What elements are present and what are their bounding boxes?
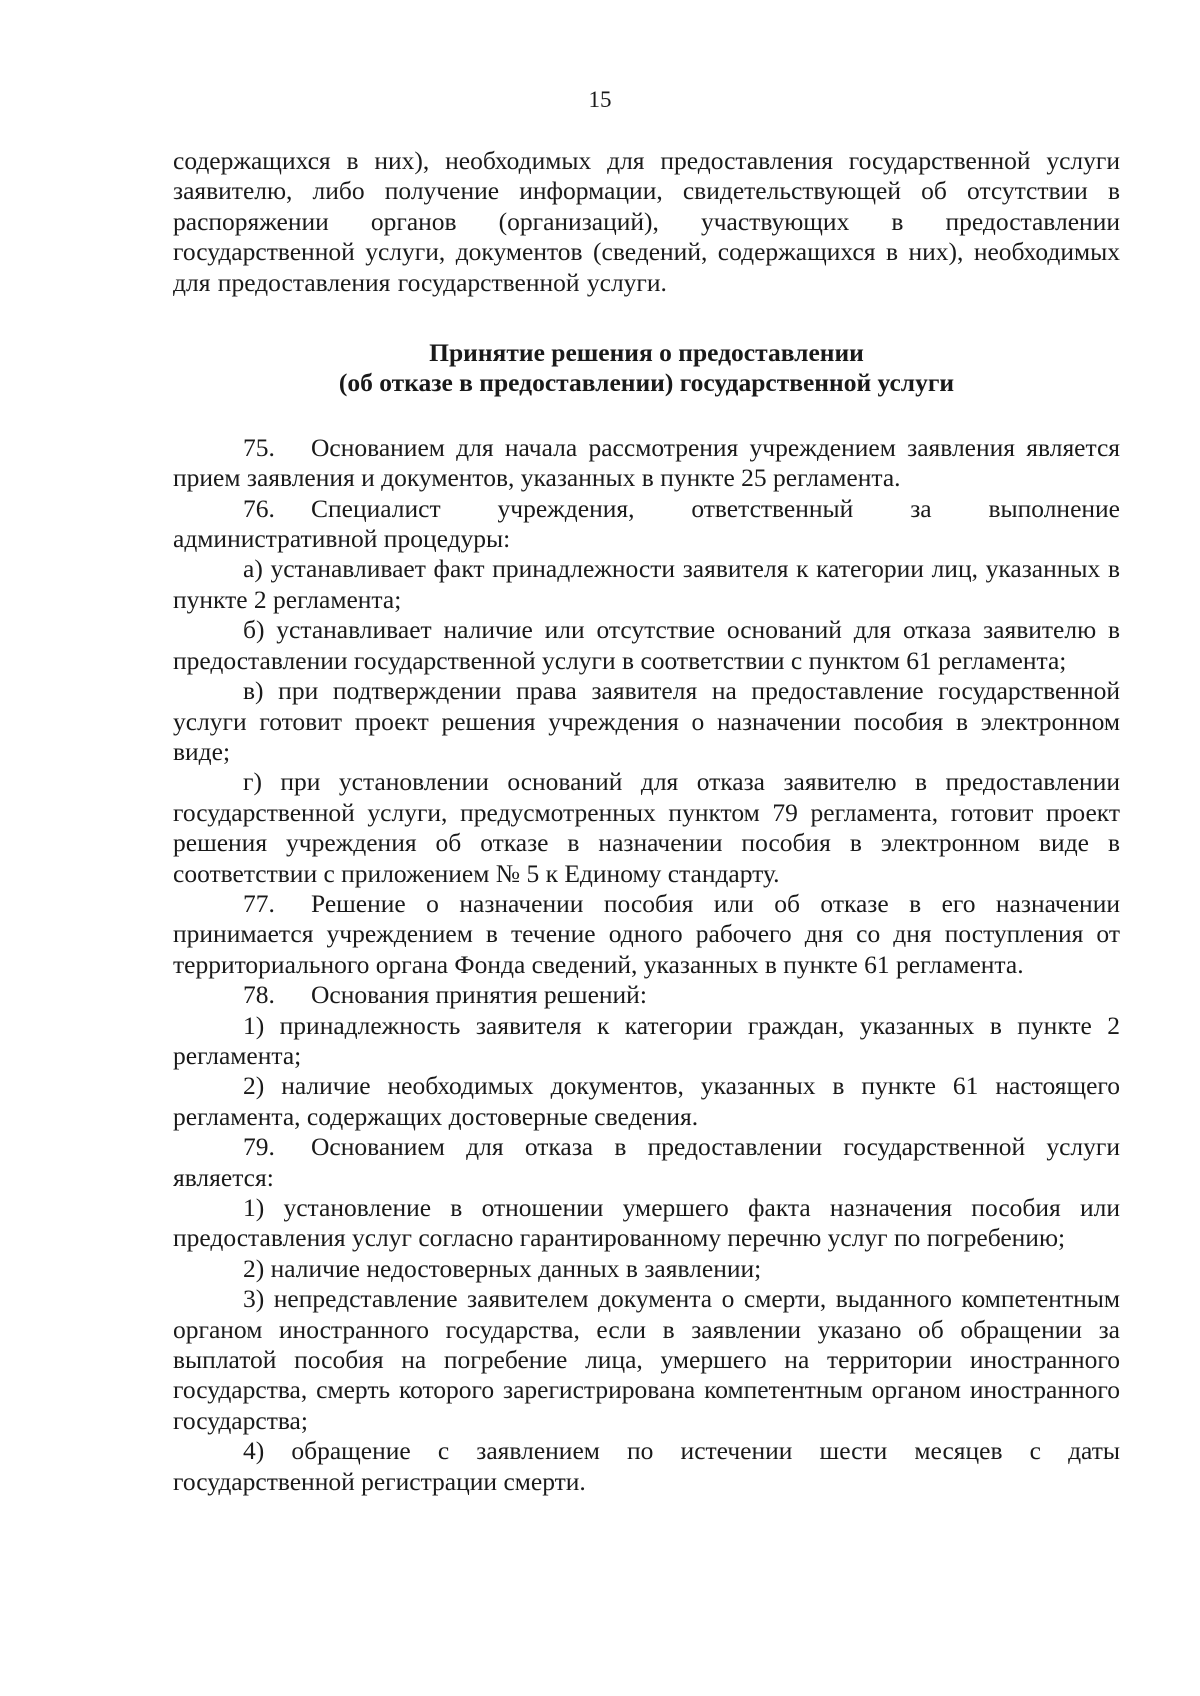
document-paragraph (173, 1132, 1120, 1193)
section-heading (173, 338, 1120, 399)
document-paragraph (173, 554, 1120, 615)
document-paragraph (173, 1193, 1120, 1254)
paragraph-text: Основания принятия решений: (311, 980, 647, 1010)
paragraph-text: 2) наличие необходимых документов, указанных в пункте 61 настоящего регламента, содержащих достоверные сведения. (173, 1071, 1120, 1131)
document-paragraph (173, 889, 1120, 980)
paragraph-number: 76. (243, 493, 275, 523)
paragraph-text: 4) обращение с заявлением по истечении шести месяцев с даты государственной регистрации смерти. (173, 1436, 1120, 1496)
paragraph-text: г) при установлении оснований для отказа заявителю в предоставлении государственной услуги, предусмотренных пунктом 79 регламента, готовит проект решения учреждения об отказе в назначении пособия в электронном виде в соответствии с приложением № 5 к Единому стандарту. (173, 767, 1120, 888)
document-paragraph (173, 767, 1120, 889)
document-paragraph (173, 1071, 1120, 1132)
paragraph-text: 1) принадлежность заявителя к категории граждан, указанных в пункте 2 регламента; (173, 1010, 1120, 1070)
document-paragraph (173, 1011, 1120, 1072)
paragraph-number: 79. (243, 1132, 275, 1162)
paragraph-number: 78. (243, 980, 275, 1010)
document-paragraph (173, 494, 1120, 555)
paragraph-text: а) устанавливает факт принадлежности заявителя к категории лиц, указанных в пункте 2 регламента; (173, 554, 1120, 614)
section-heading-line-1: Принятие решения о предоставлении (429, 338, 864, 368)
section-heading-line-2: (об отказе в предоставлении) государственной услуги (338, 368, 955, 398)
paragraph-text: 1) установление в отношении умершего факта назначения пособия или предоставления услуг согласно гарантированному перечню услуг по погребению; (173, 1193, 1120, 1253)
document-paragraph (173, 676, 1120, 767)
document-paragraph (173, 433, 1120, 494)
intro-paragraph: содержащихся в них), необходимых для предоставления государственной услуги заявителю, либо получение информации, свидетельствующей об отсутствии в распоряжении органов (организаций), участвующих в предоставлении государственной услуги, документов (сведений, содержащихся в них), необходимых для предоставления государственной услуги. (173, 146, 1120, 297)
document-body (173, 146, 1120, 1497)
paragraph-text: б) устанавливает наличие или отсутствие оснований для отказа заявителю в предоставлении государственной услуги в соответствии с пунктом 61 регламента; (173, 615, 1120, 675)
paragraph-list (173, 433, 1120, 1497)
document-paragraph (173, 1284, 1120, 1436)
paragraph-text: Решение о назначении пособия или об отказе в его назначении принимается учреждением в течение одного рабочего дня со дня поступления от территориального органа Фонда сведений, указанных в пункте 61 регламента. (173, 888, 1120, 979)
page-number: 15 (588, 87, 612, 112)
document-paragraph (173, 615, 1120, 676)
document-paragraph (173, 1254, 1120, 1284)
paragraph-text: 3) непредставление заявителем документа о смерти, выданного компетентным органом иностранного государства, если в заявлении указано об обращении за выплатой пособия на погребение лица, умершего на территории иностранного государства, смерть которого зарегистрирована компетентным органом иностранного государства; (173, 1284, 1120, 1435)
paragraph-text: в) при подтверждении права заявителя на предоставление государственной услуги готовит проект решения учреждения о назначении пособия в электронном виде; (173, 676, 1120, 766)
paragraph-number: 77. (243, 888, 275, 918)
document-paragraph (173, 980, 1120, 1010)
document-paragraph (173, 1436, 1120, 1497)
paragraph-number: 75. (243, 432, 275, 462)
paragraph-text: Основанием для отказа в предоставлении государственной услуги является: (173, 1132, 1120, 1192)
paragraph-text: Основанием для начала рассмотрения учреждением заявления является прием заявления и документов, указанных в пункте 25 регламента. (173, 432, 1120, 493)
paragraph-text: Специалист учреждения, ответственный за выполнение административной процедуры: (173, 493, 1120, 554)
paragraph-text: 2) наличие недостоверных данных в заявлении; (243, 1253, 762, 1283)
